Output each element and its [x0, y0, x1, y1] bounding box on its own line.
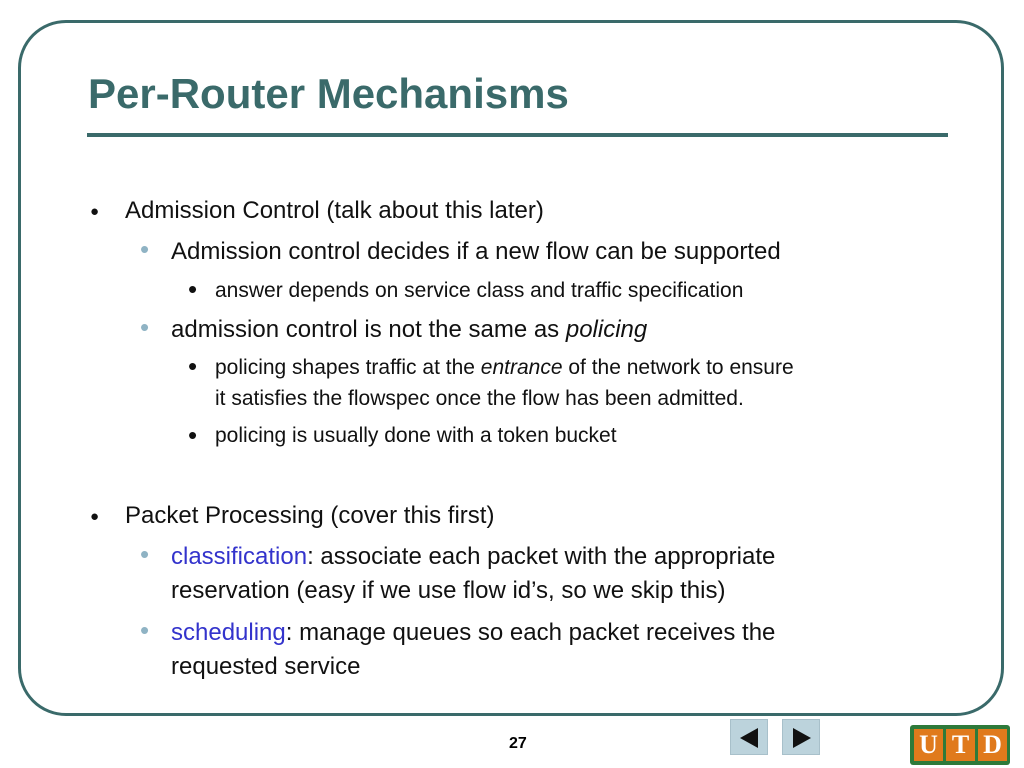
bullet-admission-control: Admission Control (talk about this later)	[125, 197, 544, 224]
bullet-dot: ●	[90, 508, 100, 525]
sub-bullet-dot: •	[140, 615, 150, 645]
page-number: 27	[509, 735, 527, 752]
text-segment: of the network to ensure	[562, 356, 794, 379]
logo-letter-t: T	[946, 729, 975, 761]
title-underline	[87, 133, 948, 137]
next-slide-button[interactable]	[782, 719, 820, 755]
sub-bullet-classification	[171, 543, 775, 571]
sub-sub-bullet-policing-shapes-line2: it satisfies the flowspec once the flow has been admitted.	[215, 387, 744, 410]
sub-sub-bullet-dot: •	[188, 420, 198, 450]
keyword-scheduling: scheduling	[171, 619, 286, 646]
bullet-dot: ●	[90, 203, 100, 220]
sub-bullet-scheduling-line2: requested service	[171, 653, 361, 680]
sub-sub-bullet-token-bucket: policing is usually done with a token bucket	[215, 424, 617, 447]
text-segment: : associate each packet with the appropriate	[307, 543, 776, 570]
sub-sub-bullet-dot: •	[188, 274, 198, 304]
bullet-packet-processing: Packet Processing (cover this first)	[125, 502, 495, 529]
utd-logo	[910, 725, 1010, 765]
sub-bullet-dot: •	[140, 234, 150, 264]
keyword-classification: classification	[171, 543, 308, 570]
sub-sub-bullet-answer-depends: answer depends on service class and traffic specification	[215, 279, 744, 302]
logo-letter-u: U	[914, 729, 943, 761]
slide-title: Per-Router Mechanisms	[88, 70, 569, 117]
left-triangle-icon	[731, 720, 769, 756]
text-segment: admission control is not the same as	[171, 316, 566, 343]
sub-bullet-admission-decides: Admission control decides if a new flow can be supported	[171, 238, 781, 265]
text-segment: : manage queues so each packet receives the	[285, 619, 776, 646]
sub-bullet-classification-line2: reservation (easy if we use flow id’s, so we skip this)	[171, 577, 726, 604]
logo-letter-d: D	[978, 729, 1007, 761]
sub-bullet-dot: •	[140, 312, 150, 342]
italic-entrance: entrance	[480, 356, 563, 379]
italic-policing: policing	[565, 316, 648, 343]
sub-sub-bullet-policing-shapes	[215, 356, 794, 380]
right-triangle-icon	[783, 720, 821, 756]
sub-bullet-dot: •	[140, 539, 150, 569]
text-segment: policing shapes traffic at the	[215, 356, 481, 379]
sub-bullet-not-policing	[171, 316, 647, 344]
sub-sub-bullet-dot: •	[188, 351, 198, 381]
previous-slide-button[interactable]	[730, 719, 768, 755]
sub-bullet-scheduling	[171, 619, 775, 647]
